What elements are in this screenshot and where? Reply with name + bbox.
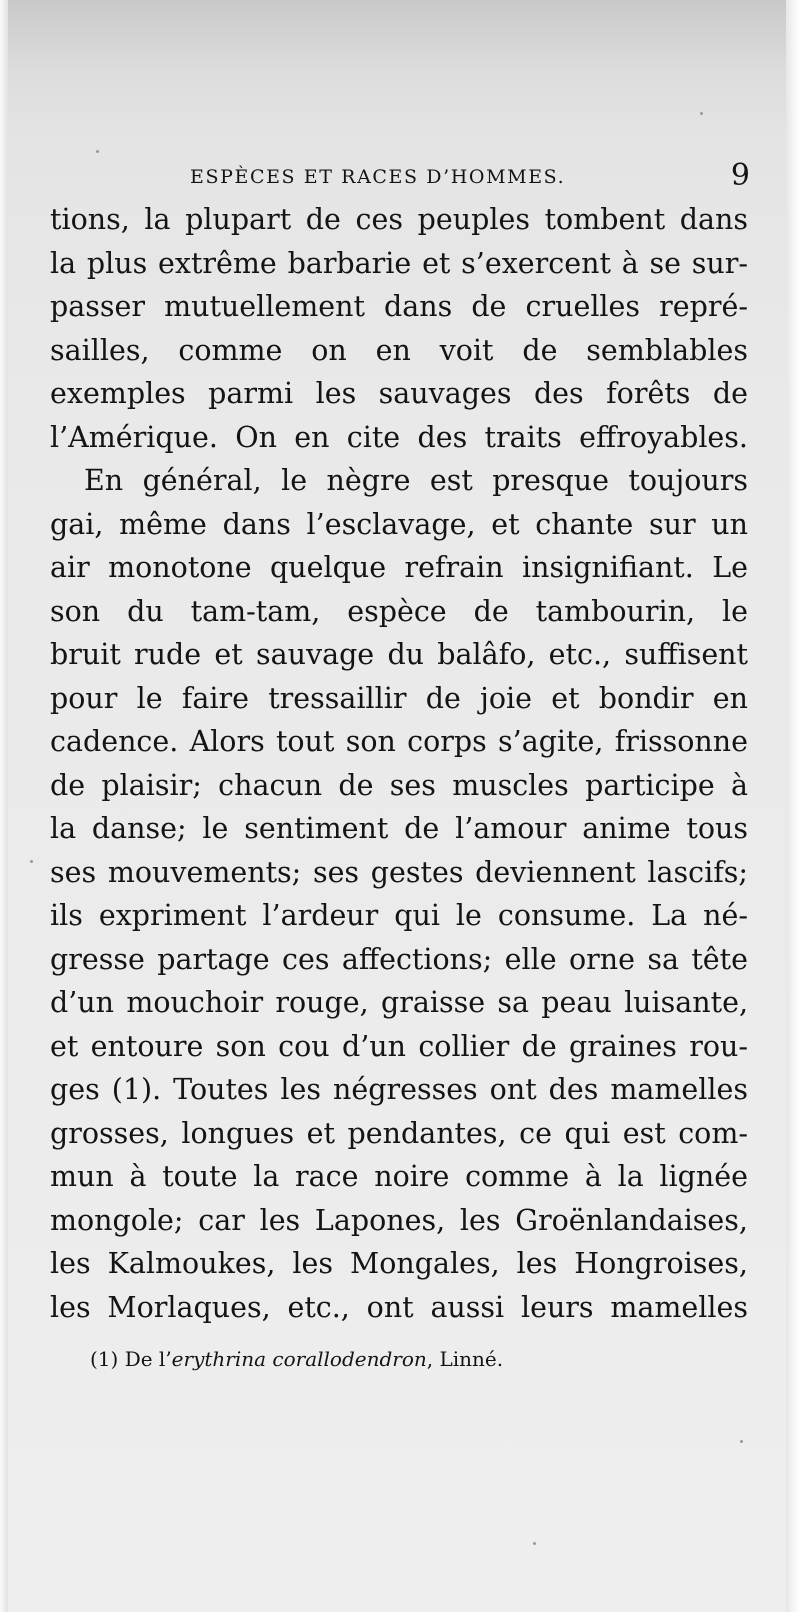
paper-speck bbox=[30, 860, 33, 863]
text-line: d’un mouchoir rouge, graisse sa peau luisante, bbox=[50, 986, 748, 1019]
text-line: exemples parmi les sauvages des forêts de bbox=[50, 377, 748, 410]
text-line: passer mutuellement dans de cruelles repré- bbox=[50, 290, 748, 323]
text-line: et entoure son cou d’un collier de graines rou- bbox=[50, 1029, 748, 1063]
paper-speck bbox=[533, 1542, 536, 1545]
footnote-attribution: , Linné. bbox=[426, 1347, 504, 1371]
text-line: ses mouvements; ses gestes deviennent lascifs; bbox=[50, 855, 748, 889]
text-line: gai, même dans l’esclavage, et chante sur un bbox=[50, 507, 748, 541]
text-line: air monotone quelque refrain insignifiant. Le bbox=[50, 551, 748, 584]
text-line: la plus extrême barbarie et s’exercent à se sur- bbox=[50, 246, 748, 280]
paper-speck bbox=[96, 150, 99, 153]
text-line: l’Amérique. On en cite des traits effroyables. bbox=[50, 420, 748, 454]
body-text bbox=[50, 198, 748, 1329]
footnote bbox=[90, 1345, 503, 1373]
text-line: tions, la plupart de ces peuples tombent dans bbox=[50, 203, 748, 236]
text-line: gresse partage ces affections; elle orne sa tête bbox=[50, 942, 748, 976]
text-line: les Kalmoukes, les Mongales, les Hongroises, bbox=[50, 1247, 748, 1280]
text-line: pour le faire tressaillir de joie et bondir en bbox=[50, 681, 748, 715]
paper-speck bbox=[700, 112, 703, 115]
page-left-edge bbox=[0, 0, 8, 1612]
page-number: 9 bbox=[730, 158, 750, 193]
footnote-marker: (1) De l’ bbox=[90, 1347, 172, 1371]
text-line: cadence. Alors tout son corps s’agite, frissonne bbox=[50, 725, 748, 758]
running-head: ESPÈCES ET RACES D’HOMMES. bbox=[190, 166, 566, 188]
text-line: de plaisir; chacun de ses muscles participe à bbox=[50, 768, 748, 802]
page-right-edge bbox=[786, 0, 800, 1612]
text-line: mun à toute la race noire comme à la lignée bbox=[50, 1160, 748, 1193]
text-line: la danse; le sentiment de l’amour anime tous bbox=[50, 812, 748, 845]
text-line: son du tam-tam, espèce de tambourin, le bbox=[50, 594, 748, 628]
text-line-paragraph-start: En général, le nègre est presque toujours bbox=[84, 464, 748, 497]
text-line: ils expriment l’ardeur qui le consume. La né- bbox=[50, 899, 748, 932]
text-line: bruit rude et sauvage du balâfo, etc., suffisent bbox=[50, 638, 748, 671]
footnote-italic-term: erythrina corallodendron bbox=[171, 1347, 427, 1371]
text-line: ges (1). Toutes les négresses ont des mamelles bbox=[50, 1073, 748, 1106]
text-line: les Morlaques, etc., ont aussi leurs mamelles bbox=[50, 1290, 748, 1324]
text-line: mongole; car les Lapones, les Groënlandaises, bbox=[50, 1203, 748, 1237]
text-line: grosses, longues et pendantes, ce qui est com- bbox=[50, 1116, 748, 1150]
paper-speck bbox=[740, 1440, 743, 1443]
text-line: sailles, comme on en voit de semblables bbox=[50, 333, 748, 367]
